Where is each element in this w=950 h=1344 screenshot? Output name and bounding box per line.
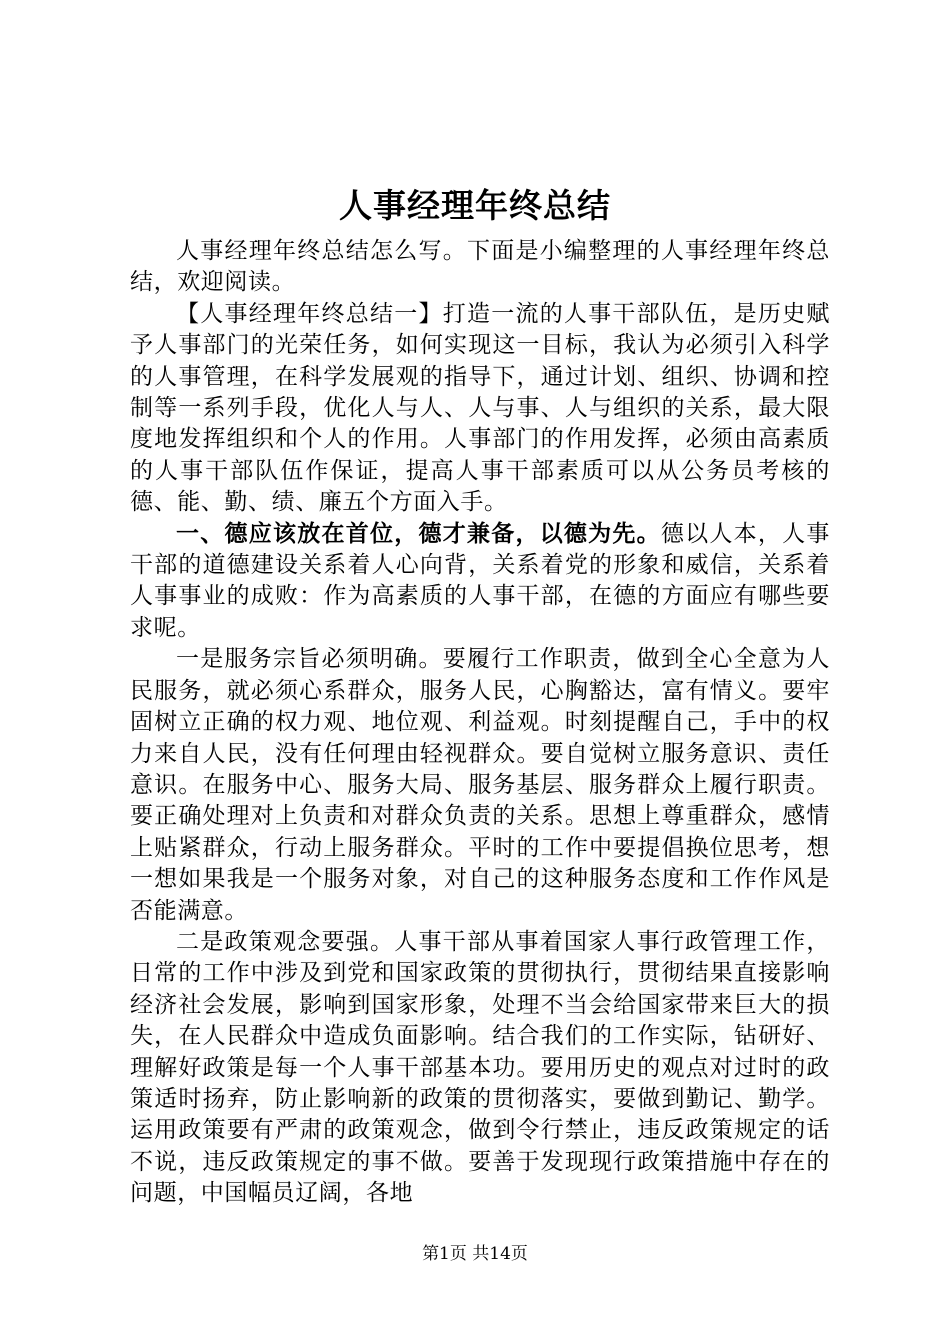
paragraph-text: 德以人本，人事干部的道德建设关系着人心向背，关系着党的形象和威信，关系着人事事业的成败：作为高素质的人事干部，在德的方面应有哪些要求呢。 xyxy=(130,520,830,641)
page-footer: 第1页 共14页 xyxy=(422,1244,528,1264)
paragraph-summary-one xyxy=(130,299,830,519)
paragraph-text: 二是政策观念要强。人事干部从事着国家人事行政管理工作，日常的工作中涉及到党和国家政策的贯彻执行，贯彻结果直接影响经济社会发展，影响到国家形象，处理不当会给国家带来巨大的损失，在人民群众中造成负面影响。结合我们的工作实际，钻研好、理解好政策是每一个人事干部基本功。要用历史的观点对过时的政策适时扬弃，防止影响新的政策的贯彻落实，要做到勤记、勤学。运用政策要有严肃的政策观念，做到令行禁止，违反政策规定的话不说，违反政策规定的事不做。要善于发现现行政策措施中存在的问题，中国幅员辽阔，各地 xyxy=(130,928,830,1207)
paragraph-text: 一是服务宗旨必须明确。要履行工作职责，做到全心全意为人民服务，就必须心系群众，服务人民，心胸豁达，富有情义。要牢固树立正确的权力观、地位观、利益观。时刻提醒自己，手中的权力来自人民，没有任何理由轻视群众。要自觉树立服务意识、责任意识。在服务中心、服务大局、服务基层、服务群众上履行职责。要正确处理对上负责和对群众负责的关系。思想上尊重群众，感情上贴紧群众，行动上服务群众。平时的工作中要提倡换位思考，想一想如果我是一个服务对象，对自己的这种服务态度和工作作风是否能满意。 xyxy=(130,646,830,924)
paragraph-text: 【人事经理年终总结一】打造一流的人事干部队伍，是历史赋予人事部门的光荣任务，如何实现这一目标，我认为必须引入科学的人事管理，在科学发展观的指导下，通过计划、组织、协调和控制等一系列手段，优化人与人、人与事、人与组织的关系，最大限度地发挥组织和个人的作用。人事部门的作用发挥，必须由高素质的人事干部队伍作保证，提高人事干部素质可以从公务员考核的德、能、勤、绩、廉五个方面入手。 xyxy=(130,300,830,516)
document-body xyxy=(130,236,830,1210)
document-title: 人事经理年终总结 xyxy=(339,186,611,225)
paragraph-point-one xyxy=(130,644,830,927)
paragraph-text: 人事经理年终总结怎么写。下面是小编整理的人事经理年终总结，欢迎阅读。 xyxy=(130,238,830,296)
paragraph-point-two xyxy=(130,927,830,1210)
paragraph-section-one xyxy=(130,519,830,645)
paragraph-intro xyxy=(130,236,830,299)
section-heading: 一、德应该放在首位，德才兼备，以德为先。 xyxy=(176,520,661,547)
